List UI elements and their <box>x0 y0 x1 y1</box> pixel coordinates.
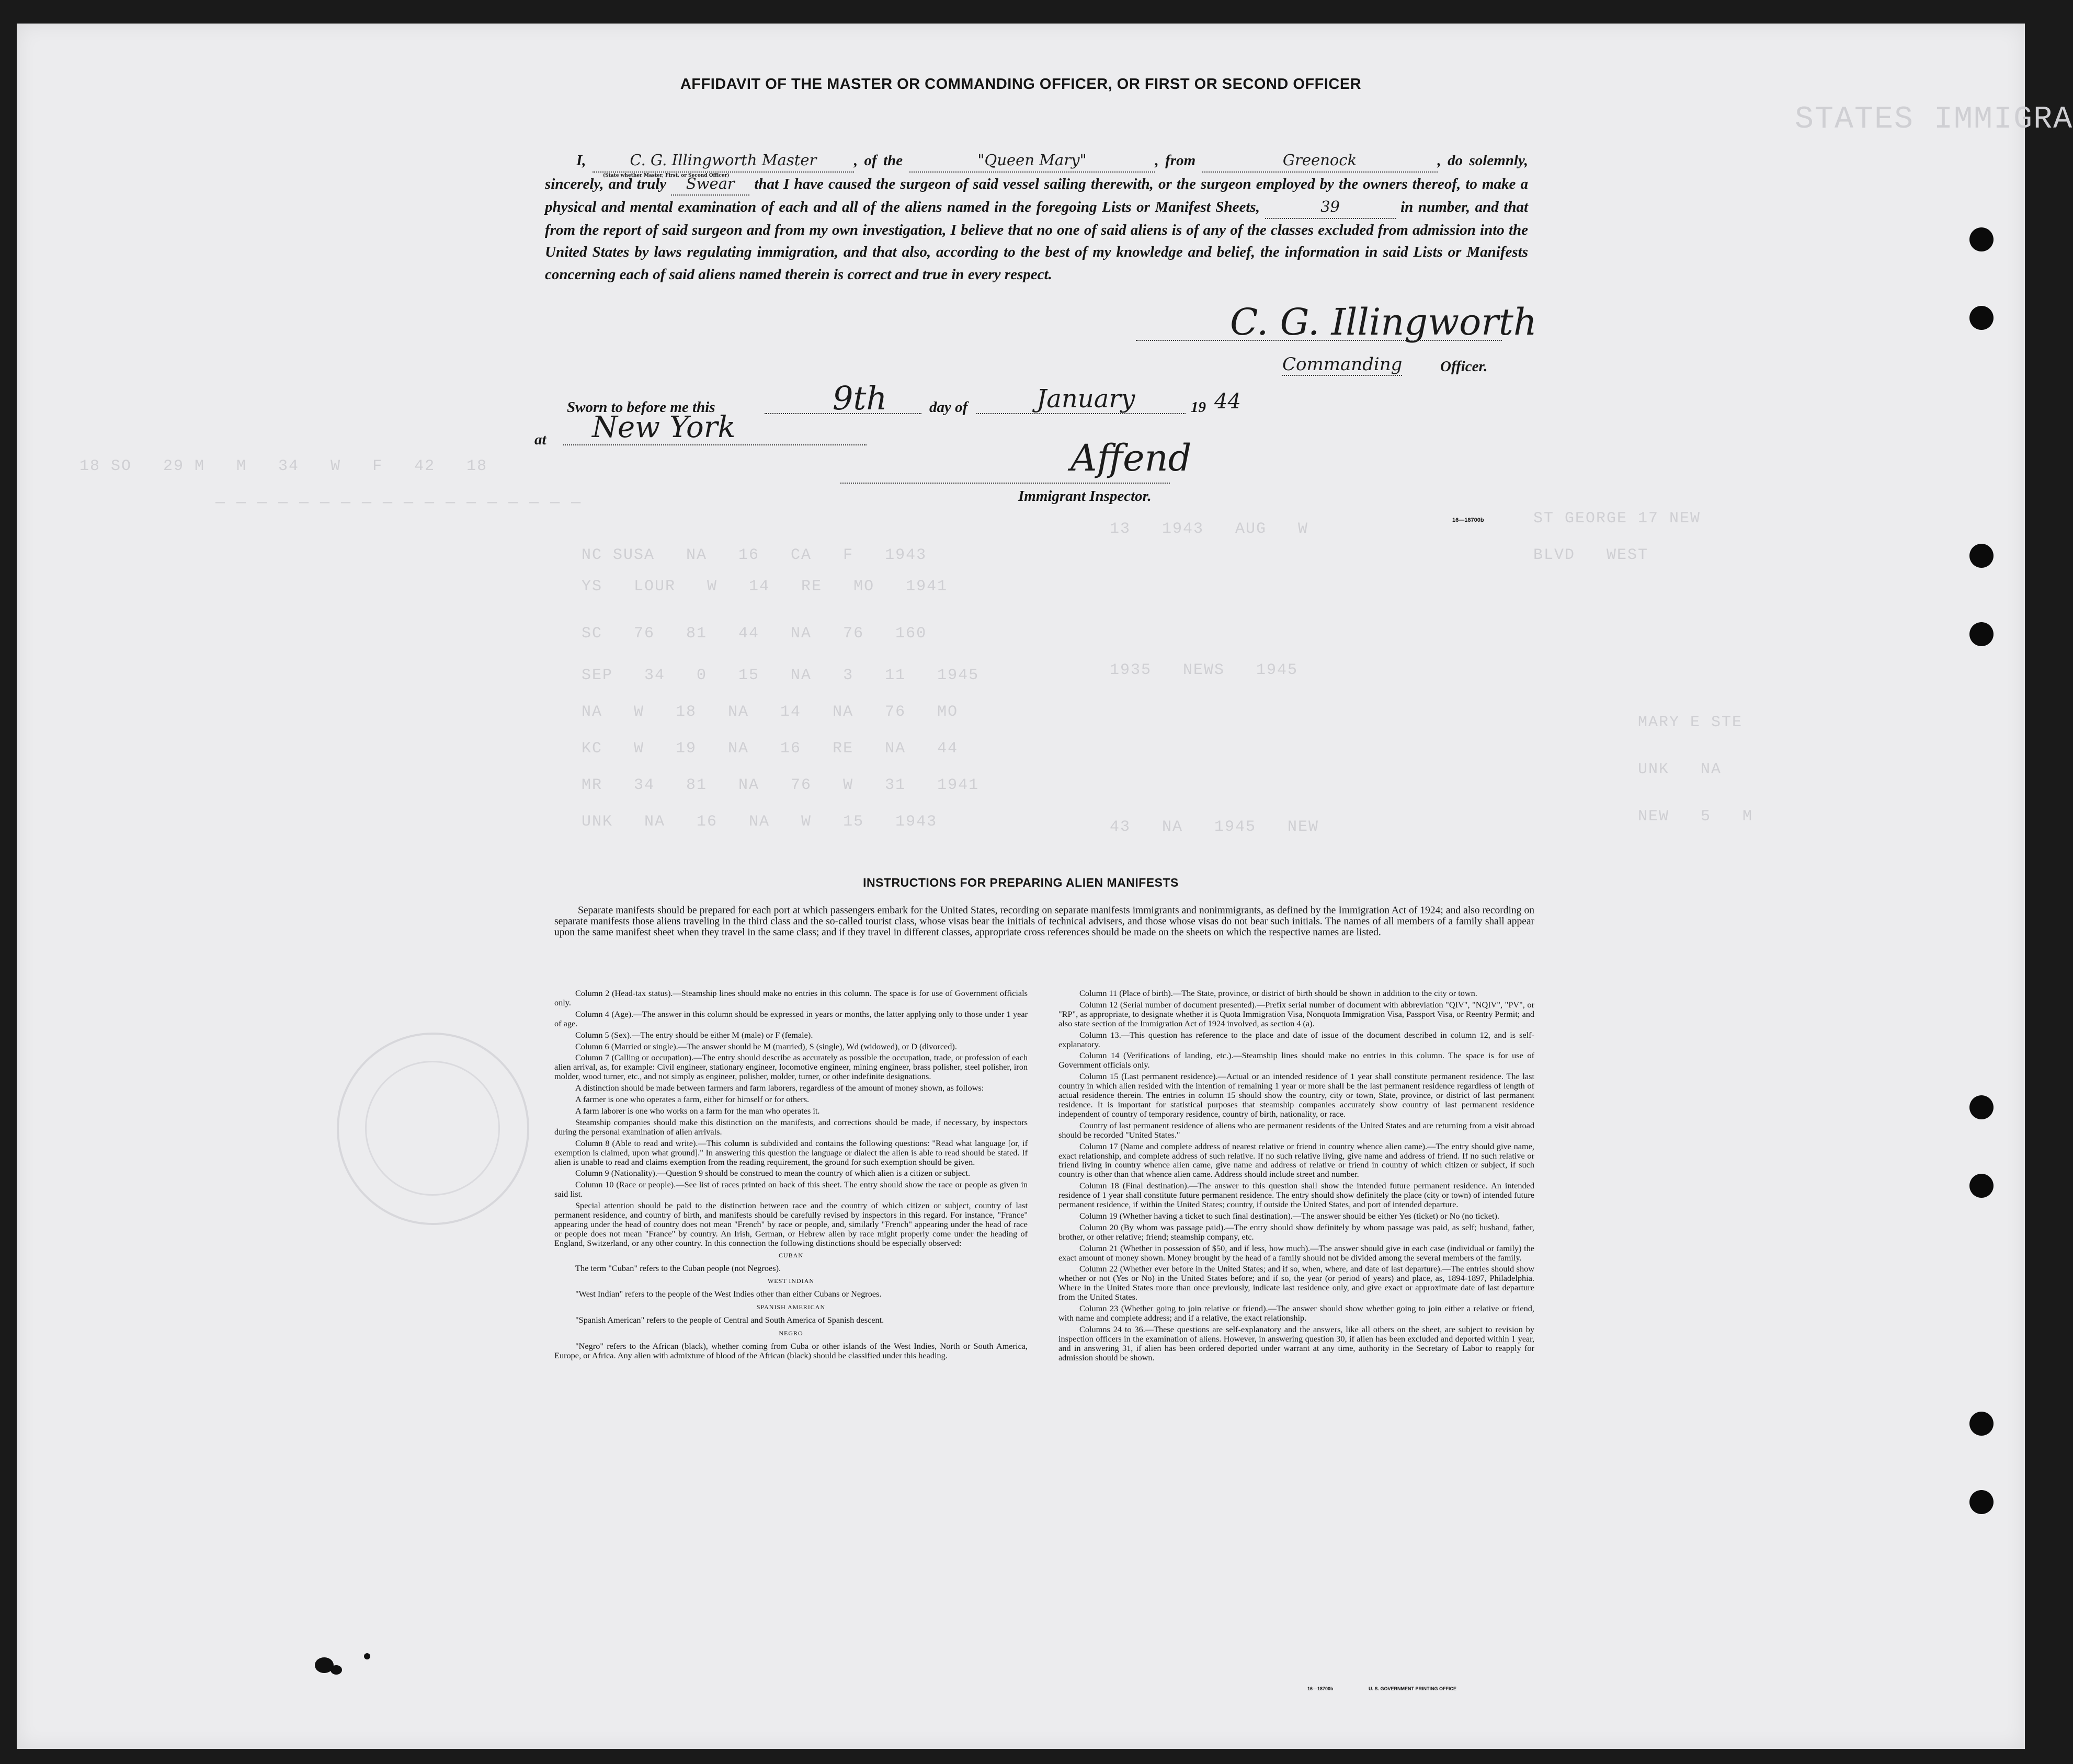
instruction-paragraph: Column 5 (Sex).—The entry should be either M (male) or F (female). <box>575 1029 813 1040</box>
race-heading: CUBAN <box>778 1251 803 1259</box>
instruction-paragraph: Column 8 (Able to read and write).—This column is subdivided and contains the following questions: "Read what language [or, if exemption is claimed, upon what ground]." In answering this question the language or dialect the alien is able to read should be stated. If alien is unable to read and claims exemption from the reading requirement, the ground for such exemption should be given. <box>554 1138 1028 1167</box>
inspector-signature: Affend <box>1070 437 1192 479</box>
port-field: Greenock <box>1202 149 1438 173</box>
race-heading: WEST INDIAN <box>767 1277 815 1285</box>
place-value: New York <box>592 410 736 444</box>
binder-hole <box>1969 1174 1994 1198</box>
instruction-paragraph: Column 22 (Whether ever before in the United States; and if so, when, where, and date of last departure).—The entries should show whether or not (Yes or No) in the United States before; and if so, the year (or period of years) and place, as, 1894-1897, Philadelphia. Where in the United States more than once previously, indicate last residence only, and give exact or approximate date of last departure from the United States. <box>1058 1264 1534 1302</box>
inspector-label: Immigrant Inspector. <box>1018 488 1152 505</box>
binder-hole <box>1969 1490 1994 1514</box>
binder-hole <box>1969 622 1994 646</box>
oath-of-the: , of the <box>853 152 903 169</box>
instruction-paragraph: Column 14 (Verifications of landing, etc.).—Steamship lines should make no entries in this column. The space is for use of Government officials only. <box>1058 1050 1534 1070</box>
race-heading: SPANISH AMERICAN <box>756 1303 826 1311</box>
signature-line <box>1136 340 1502 341</box>
commanding-field: Commanding <box>1282 354 1403 375</box>
sheets-count-field: 39 <box>1265 196 1396 219</box>
oath-from: , from <box>1155 152 1196 169</box>
oath-text-2: in number, and that from the report of said surgeon and from my own investigation, I believe that no one of said aliens is of any of the classes excluded from admission into the United States by laws regulating immigration, and that also, according to the best of my knowledge and belief, the information in said Lists or Manifests concerning each of said aliens named therein is correct and true in every respect. <box>545 199 1529 283</box>
instruction-paragraph: Steamship companies should make this distinction on the manifests, and corrections should be made, if necessary, by inspectors during the personal examination of alien arrivals. <box>554 1117 1028 1137</box>
faint-seal-stamp <box>337 1033 529 1225</box>
instruction-paragraph: Column 11 (Place of birth).—The State, province, or district of birth should be shown in addition to the city or town. <box>1079 988 1477 998</box>
officer-name-field: C. G. Illingworth Master (State whether Master, First, or Second Officer) <box>593 149 854 173</box>
affidavit-oath <box>545 149 1528 285</box>
binder-hole <box>1969 544 1994 568</box>
instruction-paragraph: Column 4 (Age).—The answer in this column should be expressed in years or months, the latter applying only to those under 1 year of age. <box>554 1009 1028 1028</box>
year-prefix: 19 <box>1191 399 1206 416</box>
binder-hole <box>1969 1095 1994 1119</box>
manifest-sheet: 18 SO 29 M M 34 W F 42 18 — — — — — — — — — — — — — — — — — — NC SUSA NA 16 CA F 1943 YS LOUR W 14 RE MO 1941 SC 76 81 44 NA 76 160 SEP 34 0 15 NA 3 11 1945 NA W 18 NA 14 NA 76 MO KC W 19 NA 16 RE NA 44 MR 34 81 NA 76 W 31 1941 UNK NA 16 NA W 15 1943 13 1943 AUG W 1935 NEWS 1945 43 NA 1945 NEW ST GEORGE 17 NEW BLVD WEST MARY E STE UNK NA NEW 5 M STATES IMMIGRA AFFIDAVIT OF THE MASTER OR COMMANDING OFFICER, OR FIRST OR SECOND OFFICER I, C. G. Illingworth Master (State whether Master, First, or Second Officer) , of the "Queen Mary" , from Greenock , do solemnly, sincerely, and truly Swear that I have caused the surgeon of said vessel sailing therewith, or the surgeon employed by the owners thereof, to make a physical and mental examination of each and all of the aliens named in the foregoing Lists or Manifest Sheets, 39 in number, and that from the report of said surgeon and from my own investigation, I believe that no one of said aliens is of any of the classes excluded from admission into the United States by laws regulating immigration, and that also, according to the best of my knowledge and belief, the information in said Lists or Manifests concerning each of said aliens named therein is correct and true in every respect. C. G. Illingworth Commanding Officer. Sworn to before me this 9th day of January 19 44 at New York Affend Immigrant Inspector. 16—18700b INSTRUCTIONS FOR PREPARING ALIEN MANIFESTS Separate manifests should be prepared for each port at which passengers embark for the United States, recording on separate manifests immigrants and nonimmigrants, as defined by the Immigration Act of 1924; and also recording on separate manifests those aliens traveling in the third class and the so-called tourist class, whose visas bear the initials of technical advisers, and those whose visas do not bear such initials. The names of all members of a family shall appear upon the same manifest sheet when they travel in the same class; and if they travel in different classes, appropriate cross references should be made on the sheets on which the respective names are listed. Column 2 (Head-tax status).—Steamship lines should make no entries in this column. The space is for use of Government officials only. Column 4 (Age).—The answer in this column should be expressed in years or months, the latter applying only to those under 1 year of age. Column 5 (Sex).—The entry should be either M (male) or F (female). Column 6 (Married or single).—The answer should be M (married), S (single), Wd (widowed), or D (divorced). Column 7 (Calling or occupation).—The entry should describe as accurately as possible the occupation, trade, or profession of each alien arrival, as, for example: Civil engineer, stationary engineer, locomotive engineer, mining engineer, brass polisher, steel polisher, iron molder, wood turner, etc., and not simply as engineer, polisher, molder, turner, or other indefinite designations. A distinction should be made between farmers and farm laborers, regardless of the amount of money shown, as follows: A farmer is one who operates a farm, either for himself or for others. A farm laborer is one who works on a farm for the man who operates it. Steamship companies should make this distinction on the manifests, and corrections should be made, if necessary, by inspectors during the personal examination of alien arrivals. Column 8 (Able to read and write).—This column is subdivided and contains the following questions: "Read what language [or, if exemption is claimed, upon what ground]." In answering this question the language or dialect the alien is able to read should be stated. If alien is unable to read and claims exemption from the reading requirement, the ground for such exemption should be given. Column 9 (Nationality).—Question 9 should be construed to mean the country of which alien is a citizen or subject. Column 10 (Race or people).—See list of races printed on back of this sheet. The entry should show the race or people as given in said list. Special attention should be paid to the distinction between race and the country of which citizen or subject, country of last permanent residence, and country of birth, and manifests should be carefully revised by inspectors in this regard. For instance, "France" appearing under the head of country does not mean "French" by race or people, and, similarly "French" appearing under the head of race or people does not mean "France" by country. An Irish, German, or Hebrew alien by race might properly come under the heading of England, Switzerland, or any other country. In this connection the following distinctions should be especially observed: CUBAN The term "Cuban" refers to the Cuban people (not Negroes). WEST INDIAN "West Indian" refers to the people of the West Indies other than either Cubans or Negroes. SPANISH AMERICAN "Spanish American" refers to the people of Central and South America of Spanish descent. NEGRO "Negro" refers to the African (black), whether coming from Cuba or other islands of the West Indies, North or South America, Europe, or Africa. Any alien with admixture of blood of the African (black) should be classified under this heading. Column 11 (Place of birth).—The State, province, or district of birth should be shown in addition to the city or town. Column 12 (Serial number of document presented).—Prefix serial number of document with abbreviation "QIV", "NQIV", "PV", or "RP", as appropriate, to designate whether it is Quota Immigration Visa, Nonquota Immigration Visa, Passport Visa, or Reentry Permit; and also state section of the Immigration Act of 1924 involved, as section 4 (a). Column 13.—This question has reference to the place and date of issue of the document described in column 12, and is self-explanatory. Column 14 (Verifications of landing, etc.).—Steamship lines should make no entries in this column. The space is for use of Government officials only. Column 15 (Last permanent residence).—Actual or an intended residence of 1 year shall constitute permanent residence. The last country in which alien resided with the intention of remaining 1 year or more shall be the last permanent residence regardless of length of actual residence therein. The entries in column 15 should show the country, city or town, State, province, or district of last permanent residence. It is important for statistical purposes that steamship companies accurately show country of last permanent residence independent of country of temporary residence, country of birth, nationality, or race. Country of last permanent residence of aliens who are permanent residents of the United States and are returning from a visit abroad should be recorded "United States." Column 17 (Name and complete address of nearest relative or friend in country whence alien came).—The entry should give name, exact relationship, and complete address of such relative. If no such relative living, give name and address of friend. If no such relative or friend living in country whence alien came, give name and address of relative or friend in country of which citizen or subject, if such country is other than that whence alien came. Address should include street and number. Column 18 (Final destination).—The answer to this question shall show the intended future permanent residence. An intended residence of 1 year shall constitute future permanent residence. The entry should show definitely the place (city or town) of intended future permanent residence, if within the United States; country, if outside the United States, and port of intended departure. Column 19 (Whether having a ticket to such final destination).—The answer should be either Yes (ticket) or No (no ticket). Column 20 (By whom was passage paid).—The entry should show definitely by whom passage was paid, as self; husband, father, brother, or other relative; friend; steamship company, etc. Column 21 (Whether in possession of $50, and if less, how much).—The answer should give in each case (individual or family) the exact amount of money shown. Money brought by the head of a family should not be divided among the several members of the family. Column 22 (Whether ever before in the United States; and if so, when, where, and date of last departure).—The entries should show whether or not (Yes or No) in the United States before; and if so, the year (or period of years) and place, as, 1894-1897, Philadelphia. Where in the United States more than once previously, indicate last residence only, and give exact or approximate date of last departure from the United States. Column 23 (Whether going to join relative or friend).—The answer should show whether going to join either a relative or friend, with name and complete address; and if a relative, the exact relationship. Columns 24 to 36.—These questions are self-explanatory and the answers, like all others on the sheet, are subject to revision by inspection officers in the examination of aliens. However, in answering question 30, if alien has been excluded and deported within 1 year, and in answering 31, if alien has been ordered deported under warrant at any time, authority in the Secretary of Labor to reapply for admission should be shown. 16—18700b U. S. GOVERNMENT PRINTING OFFICE <box>17 24 2025 1749</box>
instruction-paragraph: Column 17 (Name and complete address of nearest relative or friend in country whence alien came).—The entry should give name, exact relationship, and complete address of such relative. If no such relative living, give name and address of friend. If no such relative or friend living in country whence alien came, give name and address of relative or friend in country of which citizen or subject, if such country is other than that whence alien came. Address should include street and number. <box>1058 1141 1534 1179</box>
instruction-paragraph: Column 21 (Whether in possession of $50, and if less, how much).—The answer should give in each case (individual or family) the exact amount of money shown. Money brought by the head of a family should not be divided among the several members of the family. <box>1058 1243 1534 1263</box>
race-definition: The term "Cuban" refers to the Cuban people (not Negroes). <box>575 1263 781 1273</box>
instruction-paragraph: Column 7 (Calling or occupation).—The entry should describe as accurately as possible the occupation, trade, or profession of each alien arrival, as, for example: Civil engineer, stationary engineer, locomotive engineer, mining engineer, brass polisher, steel polisher, iron molder, wood turner, etc., and not simply as engineer, polisher, molder, turner, or other indefinite designations. <box>554 1052 1028 1082</box>
affidavit-title: AFFIDAVIT OF THE MASTER OR COMMANDING OFFICER, OR FIRST OR SECOND OFFICER <box>680 76 1362 93</box>
instruction-paragraph: A distinction should be made between farmers and farm laborers, regardless of the amount of money shown, as follows: <box>575 1083 984 1093</box>
master-signature: C. G. Illingworth <box>1230 301 1537 343</box>
year-value: 44 <box>1214 390 1241 414</box>
instruction-paragraph: Special attention should be paid to the distinction between race and the country of which citizen or subject, country of last permanent residence, and country of birth, and manifests should be carefully revised by inspectors in this regard. For instance, "France" appearing under the head of country does not mean "French" by race or people, and, similarly "French" appearing under the head of race or people does not mean "France" by country. An Irish, German, or Hebrew alien by race might properly come under the heading of England, Switzerland, or any other country. In this connection the following distinctions should be especially observed: <box>554 1200 1028 1248</box>
officer-label: Officer. <box>1440 358 1488 375</box>
instructions-intro: Separate manifests should be prepared for each port at which passengers embark for the United States, recording on separate manifests immigrants and nonimmigrants, as defined by the Immigration Act of 1924; and also recording on separate manifests those aliens traveling in the third class and the so-called tourist class, whose visas bear the initials of technical advisers, and those whose visas do not bear such initials. The names of all members of a family shall appear upon the same manifest sheet when they travel in the same class; and if they travel in different classes, appropriate cross references should be made on the sheets on which the respective names are listed. <box>554 905 1534 938</box>
instruction-paragraph: Columns 24 to 36.—These questions are self-explanatory and the answers, like all others on the sheet, are subject to revision by inspection officers in the examination of aliens. However, in answering question 30, if alien has been excluded and deported within 1 year, and in answering 31, if alien has been ordered deported under warrant at any time, authority in the Secretary of Labor to reapply for admission should be shown. <box>1058 1324 1534 1362</box>
oath-text-1: that I have caused the surgeon of said vessel sailing therewith, or the surgeon employed by the owners thereof, to make a physical and mental examination of each and all of the aliens named in the foregoing Lists or Manifest Sheets, <box>545 175 1529 215</box>
race-definition: "Spanish American" refers to the people of Central and South America of Spanish descent. <box>575 1315 884 1325</box>
instruction-paragraph: Column 23 (Whether going to join relative or friend).—The answer should show whether going to join either a relative or friend, with name and complete address; and if a relative, the exact relationship. <box>1058 1303 1534 1323</box>
instruction-paragraph: Column 6 (Married or single).—The answer should be M (married), S (single), Wd (widowed), or D (divorced). <box>575 1041 957 1051</box>
day-of-label: day of <box>929 399 968 416</box>
instruction-paragraph: Column 12 (Serial number of document presented).—Prefix serial number of document with abbreviation "QIV", "NQIV", "PV", or "RP", as appropriate, to designate whether it is Quota Immigration Visa, Nonquota Immigration Visa, Passport Visa, or Reentry Permit; and also state section of the Immigration Act of 1924 involved, as section 4 (a). <box>1058 999 1534 1028</box>
ink-blot <box>364 1653 370 1659</box>
oath-solemnly: solemnly, sincerely, and truly <box>545 152 1529 192</box>
month-value: January <box>1036 384 1135 414</box>
inspector-line <box>840 483 1170 484</box>
instruction-paragraph: Column 15 (Last permanent residence).—Actual or an intended residence of 1 year shall constitute permanent residence. The last country in which alien resided with the intention of remaining 1 year or more shall be the last permanent residence regardless of length of actual residence therein. The entries in column 15 should show the country, city or town, State, province, or district of last permanent residence. It is important for statistical purposes that steamship companies accurately show country of last permanent residence independent of country of temporary residence, country of birth, nationality, or race. <box>1058 1071 1534 1119</box>
instruction-paragraph: Column 10 (Race or people).—See list of races printed on back of this sheet. The entry should show the race or people as given in said list. <box>554 1179 1028 1199</box>
oath-do: , do <box>1437 152 1463 169</box>
place-line <box>563 444 867 445</box>
instructions-right-column <box>1058 989 1534 1365</box>
swear-field: Swear <box>671 173 749 196</box>
oath-i: I, <box>576 152 586 169</box>
race-definition: "Negro" refers to the African (black), whether coming from Cuba or other islands of the West Indies, North or South America, Europe, or Africa. Any alien with admixture of blood of the African (black) should be classified under this heading. <box>554 1341 1028 1360</box>
race-heading: NEGRO <box>779 1330 803 1337</box>
vessel-field: "Queen Mary" <box>909 149 1155 173</box>
race-definition: "West Indian" refers to the people of the West Indies other than either Cubans or Negroes. <box>575 1289 882 1299</box>
binder-hole <box>1969 306 1994 330</box>
instruction-paragraph: A farm laborer is one who works on a farm for the man who operates it. <box>575 1105 820 1116</box>
instruction-paragraph: Country of last permanent residence of aliens who are permanent residents of the United States and are returning from a visit abroad should be recorded "United States." <box>1058 1120 1534 1140</box>
instruction-paragraph: Column 20 (By whom was passage paid).—The entry should show definitely by whom passage was paid, as self; husband, father, brother, or other relative; friend; steamship company, etc. <box>1058 1222 1534 1242</box>
affidavit-form-number: 16—18700b <box>1452 517 1484 523</box>
instruction-paragraph: Column 2 (Head-tax status).—Steamship lines should make no entries in this column. The space is for use of Government officials only. <box>554 988 1028 1007</box>
instruction-paragraph: Column 19 (Whether having a ticket to such final destination).—The answer should be either Yes (ticket) or No (no ticket). <box>1079 1210 1500 1221</box>
binder-hole <box>1969 1412 1994 1436</box>
instruction-paragraph: Column 9 (Nationality).—Question 9 should be construed to mean the country of which alien is a citizen or subject. <box>575 1168 971 1178</box>
footer-form-number: 16—18700b <box>1307 1686 1334 1691</box>
instruction-paragraph: A farmer is one who operates a farm, either for himself or for others. <box>575 1094 810 1105</box>
instruction-paragraph: Column 18 (Final destination).—The answer to this question shall show the intended future permanent residence. An intended residence of 1 year shall constitute future permanent residence. The entry should show definitely the place (city or town) of intended future permanent residence, if within the United States; country, if outside the United States, and port of intended departure. <box>1058 1181 1534 1210</box>
sworn-label: Sworn to before me this <box>567 399 715 416</box>
ink-blot <box>331 1665 342 1675</box>
footer-printer: U. S. GOVERNMENT PRINTING OFFICE <box>1369 1686 1457 1691</box>
day-value: 9th <box>833 379 887 417</box>
at-label: at <box>534 431 546 448</box>
officer-rank-note: (State whether Master, First, or Second Officer) <box>602 173 730 178</box>
binder-hole <box>1969 227 1994 251</box>
instruction-paragraph: Column 13.—This question has reference to the place and date of issue of the document described in column 12, and is self-explanatory. <box>1058 1029 1534 1049</box>
instructions-title: INSTRUCTIONS FOR PREPARING ALIEN MANIFESTS <box>863 876 1179 889</box>
instructions-left-column <box>554 989 1028 1365</box>
